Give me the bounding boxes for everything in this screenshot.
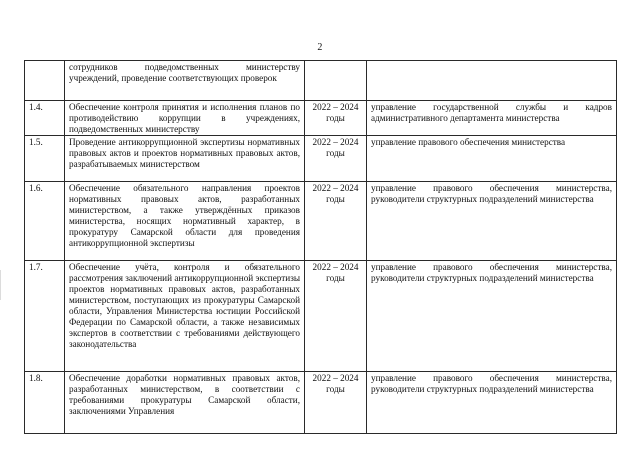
item-number: 1.4.	[25, 101, 65, 136]
table-row	[25, 136, 617, 182]
activity-text: сотрудников подведомственных министерству учреждений, проведение соответствующих проверок	[65, 61, 305, 101]
term-text: 2022 – 2024 годы	[305, 261, 367, 372]
activity-text: Обеспечение доработки нормативных правовых актов, разработанных министерством, в соответствии с требованиями прокуратуры Самарской области, заключениями Управления	[65, 372, 305, 434]
item-number: 1.6.	[25, 182, 65, 261]
item-number: 1.7.	[25, 261, 65, 372]
responsible-text: управление правового обеспечения министерства, руководители структурных подразделений министерства	[367, 261, 617, 372]
table-row	[25, 372, 617, 434]
item-number: 1.5.	[25, 136, 65, 182]
responsible-text: управление правового обеспечения министерства	[367, 136, 617, 182]
responsible-text: управление правового обеспечения министерства, руководители структурных подразделений министерства	[367, 372, 617, 434]
table-row	[25, 61, 617, 101]
activity-text: Обеспечение обязательного направления проектов нормативных правовых актов, разработанных министерством, а также утверждённых приказов министерства, носящих нормативный характер, в прокуратуру Самарской области для проведения антикоррупционной экспертизы	[65, 182, 305, 261]
term-text: 2022 – 2024 годы	[305, 136, 367, 182]
page-number: 2	[317, 42, 323, 53]
table-row	[25, 261, 617, 372]
activity-text: Проведение антикоррупционной экспертизы нормативных правовых актов и проектов нормативных правовых актов, разрабатываемых министерством	[65, 136, 305, 182]
table-row	[25, 182, 617, 261]
term-text: 2022 – 2024 годы	[305, 372, 367, 434]
table-row	[25, 101, 617, 136]
activity-text: Обеспечение контроля принятия и исполнения планов по противодействию коррупции в учреждениях, подведомственных министерству	[65, 101, 305, 136]
responsible-text: управление государственной службы и кадров административного департамента министерства	[367, 101, 617, 136]
anticorruption-plan-table	[24, 60, 617, 434]
scan-edge-mark	[0, 270, 7, 300]
term-text	[305, 61, 367, 101]
activity-text: Обеспечение учёта, контроля и обязательного рассмотрения заключений антикоррупционной экспертизы проектов нормативных правовых актов, разработанных министерством, поступающих из прокуратуры Самарской области, Управления Министерства юстиции Российской Федерации по Самарской области, а также независимых экспертов в соответствии с требованиями действующего законодательства	[65, 261, 305, 372]
item-number: 1.8.	[25, 372, 65, 434]
item-number	[25, 61, 65, 101]
responsible-text: управление правового обеспечения министерства, руководители структурных подразделений министерства	[367, 182, 617, 261]
term-text: 2022 – 2024 годы	[305, 101, 367, 136]
responsible-text	[367, 61, 617, 101]
term-text: 2022 – 2024 годы	[305, 182, 367, 261]
